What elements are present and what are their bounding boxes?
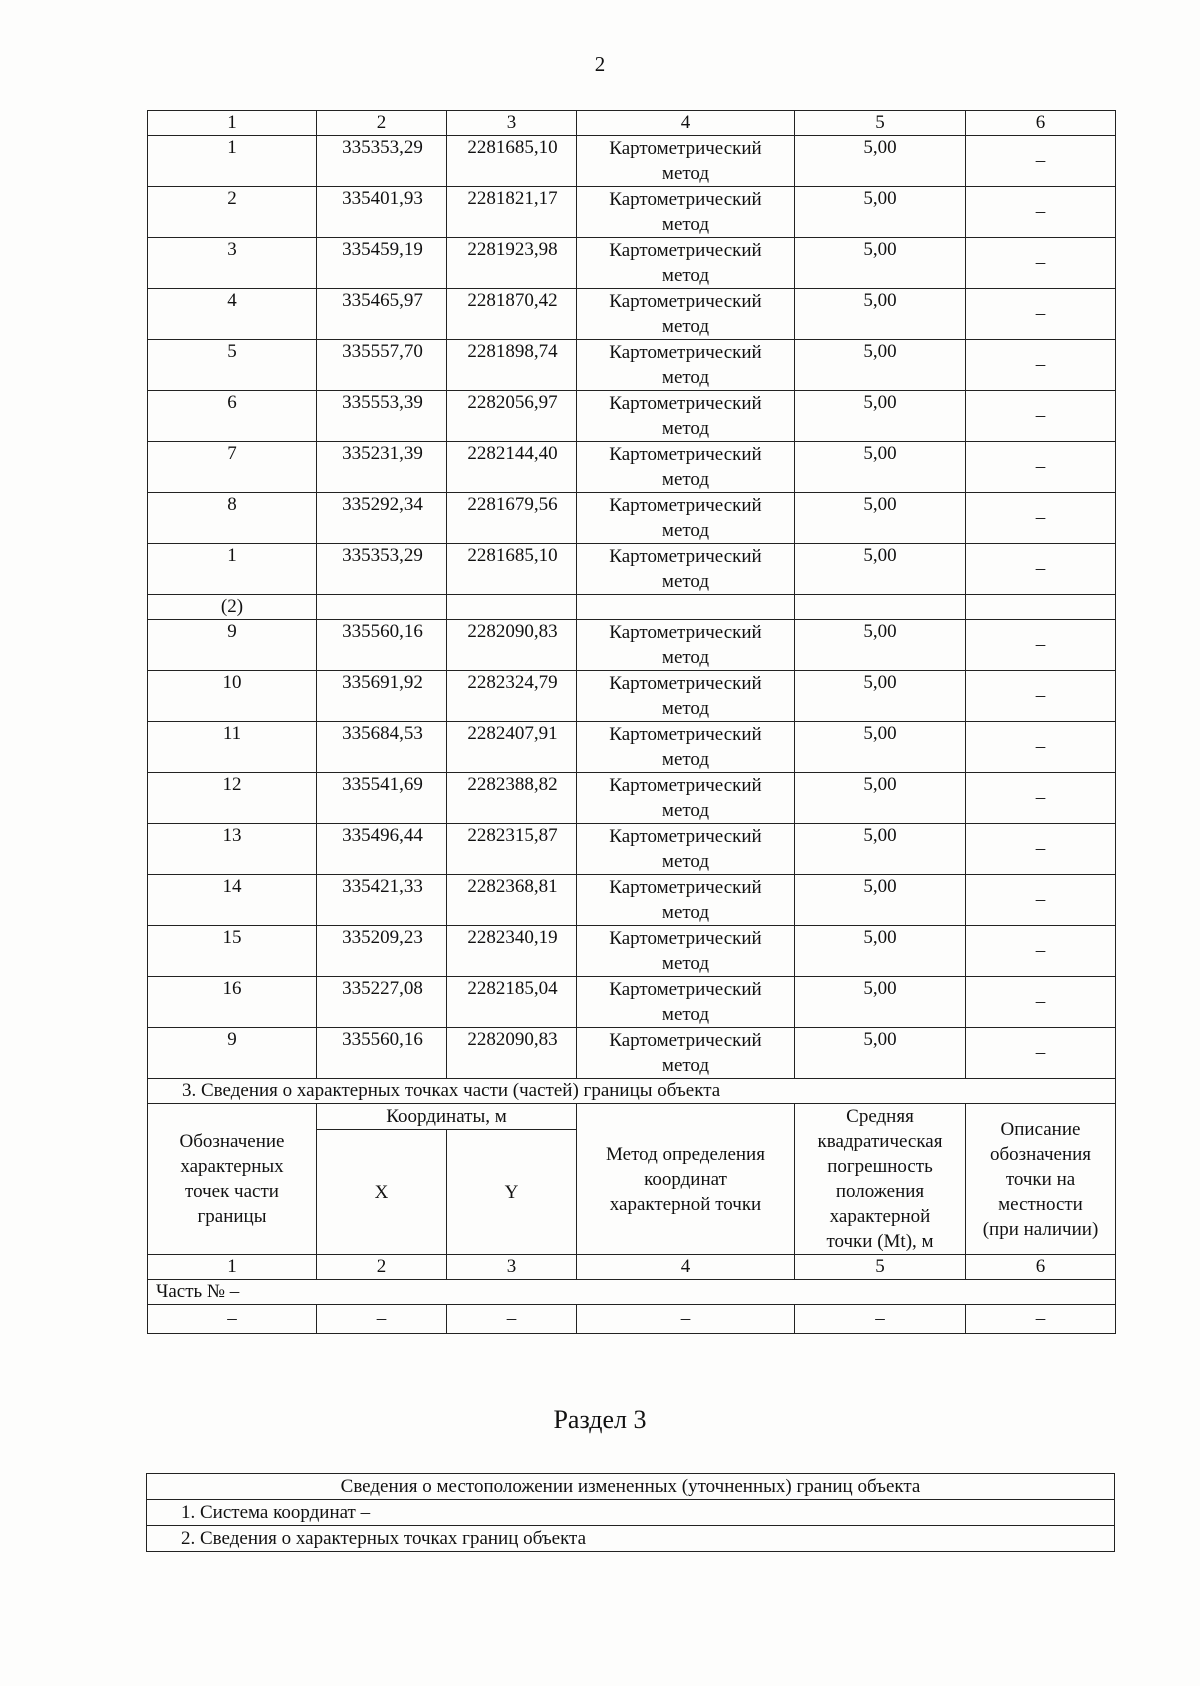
coordinate-system-item: 1. Система координат –	[147, 1500, 1115, 1526]
mt-value: 5,00	[795, 340, 966, 391]
method-cell	[577, 926, 795, 977]
y-coordinate: 2282315,87	[447, 824, 577, 875]
coordinates-header: Координаты, м	[317, 1104, 577, 1130]
method-line: метод	[661, 469, 710, 490]
point-number: 5	[148, 340, 317, 391]
column-number: 5	[795, 111, 966, 136]
table-row	[148, 926, 1116, 977]
description-header-line: обозначения	[989, 1143, 1092, 1165]
contour-label-row	[148, 595, 1116, 620]
table-row	[148, 544, 1116, 595]
method-cell	[577, 1028, 795, 1079]
method-line: Картометрический	[609, 724, 762, 745]
y-coordinate: 2282324,79	[447, 671, 577, 722]
description-cell: –	[966, 722, 1116, 773]
description-cell: –	[966, 671, 1116, 722]
method-line: Картометрический	[609, 928, 762, 949]
description-cell: –	[966, 340, 1116, 391]
description-cell: –	[966, 493, 1116, 544]
point-number: 7	[148, 442, 317, 493]
method-line: Картометрический	[609, 495, 762, 516]
point-number: 4	[148, 289, 317, 340]
x-coordinate: 335465,97	[317, 289, 447, 340]
description-cell: –	[966, 620, 1116, 671]
method-line: метод	[661, 1055, 710, 1076]
dash-cell: –	[966, 1305, 1116, 1334]
method-line: метод	[661, 698, 710, 719]
description-cell: –	[966, 875, 1116, 926]
method-line: Картометрический	[609, 240, 762, 261]
description-cell: –	[966, 544, 1116, 595]
y-coordinate: 2281685,10	[447, 136, 577, 187]
method-cell	[577, 544, 795, 595]
section3-title-row	[147, 1474, 1115, 1500]
method-cell	[577, 442, 795, 493]
part-column-number-row	[148, 1255, 1116, 1280]
empty-cell	[795, 595, 966, 620]
column-number-row	[148, 111, 1116, 136]
description-cell: –	[966, 391, 1116, 442]
mt-header	[795, 1104, 966, 1255]
point-number: 15	[148, 926, 317, 977]
x-coordinate: 335353,29	[317, 136, 447, 187]
description-cell: –	[966, 926, 1116, 977]
mt-header-line: характерной	[829, 1206, 931, 1227]
part-label: Часть № –	[148, 1280, 1116, 1305]
point-number: 6	[148, 391, 317, 442]
method-line: метод	[661, 418, 710, 439]
description-header-line: (при наличии)	[982, 1218, 1099, 1240]
y-coordinate: 2281679,56	[447, 493, 577, 544]
description-cell: –	[966, 977, 1116, 1028]
dash-cell: –	[795, 1305, 966, 1334]
table-row	[148, 187, 1116, 238]
method-line: метод	[661, 1004, 710, 1025]
x-coordinate: 335496,44	[317, 824, 447, 875]
method-line: Картометрический	[609, 673, 762, 694]
designation-header	[148, 1104, 317, 1255]
designation-header-line: границы	[197, 1206, 267, 1227]
characteristic-points-item: 2. Сведения о характерных точках границ объекта	[147, 1526, 1115, 1552]
table-row	[148, 442, 1116, 493]
description-cell: –	[966, 773, 1116, 824]
method-cell	[577, 824, 795, 875]
y-coordinate: 2281898,74	[447, 340, 577, 391]
method-line: метод	[661, 647, 710, 668]
table-row	[148, 1028, 1116, 1079]
method-line: метод	[661, 902, 710, 923]
dash-cell: –	[447, 1305, 577, 1334]
column-number: 1	[148, 1255, 317, 1280]
method-cell	[577, 620, 795, 671]
method-cell	[577, 722, 795, 773]
empty-cell	[966, 595, 1116, 620]
y-coordinate: 2282185,04	[447, 977, 577, 1028]
y-coordinate: 2281870,42	[447, 289, 577, 340]
method-cell	[577, 671, 795, 722]
x-coordinate: 335691,92	[317, 671, 447, 722]
designation-header-line: характерных	[180, 1156, 284, 1177]
section-heading: Раздел 3	[553, 1405, 647, 1434]
description-cell: –	[966, 238, 1116, 289]
section3-table	[146, 1473, 1115, 1552]
y-coordinate: 2282407,91	[447, 722, 577, 773]
mt-value: 5,00	[795, 722, 966, 773]
x-coordinate: 335684,53	[317, 722, 447, 773]
mt-value: 5,00	[795, 238, 966, 289]
mt-header-line: погрешность	[827, 1156, 933, 1177]
x-coordinate: 335292,34	[317, 493, 447, 544]
dash-cell: –	[577, 1305, 795, 1334]
description-header-line: Описание	[1000, 1118, 1081, 1140]
column-number: 3	[447, 1255, 577, 1280]
table-row	[148, 773, 1116, 824]
description-cell: –	[966, 187, 1116, 238]
x-coordinate: 335353,29	[317, 544, 447, 595]
mt-header-line: квадратическая	[817, 1131, 943, 1152]
method-line: метод	[661, 367, 710, 388]
part-section-title: 3. Сведения о характерных точках части (частей) границы объекта	[148, 1079, 1116, 1104]
mt-value: 5,00	[795, 620, 966, 671]
part-header-row	[148, 1104, 1116, 1130]
description-header	[966, 1104, 1116, 1255]
description-cell: –	[966, 824, 1116, 875]
method-cell	[577, 493, 795, 544]
method-line: метод	[661, 571, 710, 592]
table-row	[148, 493, 1116, 544]
x-header: X	[317, 1130, 447, 1255]
empty-cell	[577, 595, 795, 620]
description-cell: –	[966, 136, 1116, 187]
column-number: 2	[317, 111, 447, 136]
mt-value: 5,00	[795, 875, 966, 926]
column-number: 3	[447, 111, 577, 136]
mt-value: 5,00	[795, 289, 966, 340]
table-row	[148, 289, 1116, 340]
table-row	[148, 671, 1116, 722]
point-number: 2	[148, 187, 317, 238]
method-cell	[577, 340, 795, 391]
method-line: метод	[661, 163, 710, 184]
method-line: метод	[661, 953, 710, 974]
y-coordinate: 2281821,17	[447, 187, 577, 238]
table-row	[148, 136, 1116, 187]
y-coordinate: 2282056,97	[447, 391, 577, 442]
method-line: Картометрический	[609, 622, 762, 643]
part-label-row	[148, 1280, 1116, 1305]
x-coordinate: 335557,70	[317, 340, 447, 391]
mt-value: 5,00	[795, 1028, 966, 1079]
method-header-line: Метод определения	[606, 1143, 765, 1165]
point-number: 10	[148, 671, 317, 722]
boundary-points-table	[147, 110, 1116, 1334]
description-header-line: местности	[998, 1193, 1083, 1215]
method-cell	[577, 875, 795, 926]
method-cell	[577, 136, 795, 187]
mt-value: 5,00	[795, 493, 966, 544]
section3-item-row	[147, 1526, 1115, 1552]
point-number: 8	[148, 493, 317, 544]
designation-header-line: точек части	[185, 1181, 279, 1202]
mt-value: 5,00	[795, 442, 966, 493]
point-number: 14	[148, 875, 317, 926]
part-dash-row	[148, 1305, 1116, 1334]
x-coordinate: 335560,16	[317, 1028, 447, 1079]
x-coordinate: 335227,08	[317, 977, 447, 1028]
point-number: 3	[148, 238, 317, 289]
method-line: метод	[661, 214, 710, 235]
x-coordinate: 335459,19	[317, 238, 447, 289]
y-coordinate: 2282340,19	[447, 926, 577, 977]
method-line: Картометрический	[609, 138, 762, 159]
x-coordinate: 335553,39	[317, 391, 447, 442]
method-header	[577, 1104, 795, 1255]
y-header: Y	[447, 1130, 577, 1255]
method-line: метод	[661, 749, 710, 770]
method-line: Картометрический	[609, 342, 762, 363]
mt-value: 5,00	[795, 671, 966, 722]
column-number: 2	[317, 1255, 447, 1280]
method-cell	[577, 977, 795, 1028]
table-row	[148, 722, 1116, 773]
method-line: Картометрический	[609, 877, 762, 898]
column-number: 6	[966, 1255, 1116, 1280]
method-cell	[577, 187, 795, 238]
mt-value: 5,00	[795, 773, 966, 824]
method-cell	[577, 391, 795, 442]
method-line: Картометрический	[609, 1030, 762, 1051]
x-coordinate: 335209,23	[317, 926, 447, 977]
point-number: 13	[148, 824, 317, 875]
point-number: 11	[148, 722, 317, 773]
mt-header-line: положения	[835, 1181, 925, 1202]
y-coordinate: 2281923,98	[447, 238, 577, 289]
section3-table-title: Сведения о местоположении измененных (уточненных) границ объекта	[147, 1474, 1115, 1500]
y-coordinate: 2282388,82	[447, 773, 577, 824]
method-line: Картометрический	[609, 189, 762, 210]
empty-cell	[317, 595, 447, 620]
column-number: 4	[577, 111, 795, 136]
method-header-line: характерной точки	[609, 1193, 762, 1215]
mt-value: 5,00	[795, 977, 966, 1028]
method-line: Картометрический	[609, 775, 762, 796]
y-coordinate: 2282368,81	[447, 875, 577, 926]
dash-cell: –	[148, 1305, 317, 1334]
description-cell: –	[966, 442, 1116, 493]
mt-header-line: Средняя	[846, 1106, 914, 1127]
method-line: Картометрический	[609, 979, 762, 1000]
point-number: 9	[148, 1028, 317, 1079]
mt-header-line: точки (Mt), м	[826, 1231, 934, 1252]
mt-value: 5,00	[795, 391, 966, 442]
mt-value: 5,00	[795, 926, 966, 977]
column-number: 6	[966, 111, 1116, 136]
section3-item-row	[147, 1500, 1115, 1526]
point-number: 1	[148, 136, 317, 187]
method-cell	[577, 238, 795, 289]
method-line: Картометрический	[609, 546, 762, 567]
contour-label: (2)	[148, 595, 317, 620]
dash-cell: –	[317, 1305, 447, 1334]
column-number: 5	[795, 1255, 966, 1280]
point-number: 1	[148, 544, 317, 595]
table-row	[148, 340, 1116, 391]
method-line: Картометрический	[609, 444, 762, 465]
empty-cell	[447, 595, 577, 620]
mt-value: 5,00	[795, 187, 966, 238]
x-coordinate: 335560,16	[317, 620, 447, 671]
column-number: 4	[577, 1255, 795, 1280]
method-cell	[577, 773, 795, 824]
mt-value: 5,00	[795, 136, 966, 187]
point-number: 16	[148, 977, 317, 1028]
y-coordinate: 2282144,40	[447, 442, 577, 493]
method-line: метод	[661, 520, 710, 541]
y-coordinate: 2281685,10	[447, 544, 577, 595]
x-coordinate: 335401,93	[317, 187, 447, 238]
part-section-title-row	[148, 1079, 1116, 1104]
table-row	[148, 620, 1116, 671]
point-number: 9	[148, 620, 317, 671]
mt-value: 5,00	[795, 544, 966, 595]
x-coordinate: 335541,69	[317, 773, 447, 824]
x-coordinate: 335421,33	[317, 875, 447, 926]
method-line: метод	[661, 316, 710, 337]
table-row	[148, 977, 1116, 1028]
y-coordinate: 2282090,83	[447, 1028, 577, 1079]
method-line: метод	[661, 851, 710, 872]
description-header-line: точки на	[1005, 1168, 1076, 1190]
method-line: Картометрический	[609, 291, 762, 312]
table-row	[148, 875, 1116, 926]
table-row	[148, 391, 1116, 442]
column-number: 1	[148, 111, 317, 136]
description-cell: –	[966, 1028, 1116, 1079]
point-number: 12	[148, 773, 317, 824]
description-cell: –	[966, 289, 1116, 340]
designation-header-line: Обозначение	[179, 1131, 285, 1152]
y-coordinate: 2282090,83	[447, 620, 577, 671]
method-line: метод	[661, 265, 710, 286]
method-line: Картометрический	[609, 393, 762, 414]
mt-value: 5,00	[795, 824, 966, 875]
method-header-line: координат	[644, 1168, 727, 1190]
x-coordinate: 335231,39	[317, 442, 447, 493]
method-line: Картометрический	[609, 826, 762, 847]
table-row	[148, 238, 1116, 289]
table-row	[148, 824, 1116, 875]
page-number: 2	[594, 52, 606, 76]
method-line: метод	[661, 800, 710, 821]
method-cell	[577, 289, 795, 340]
